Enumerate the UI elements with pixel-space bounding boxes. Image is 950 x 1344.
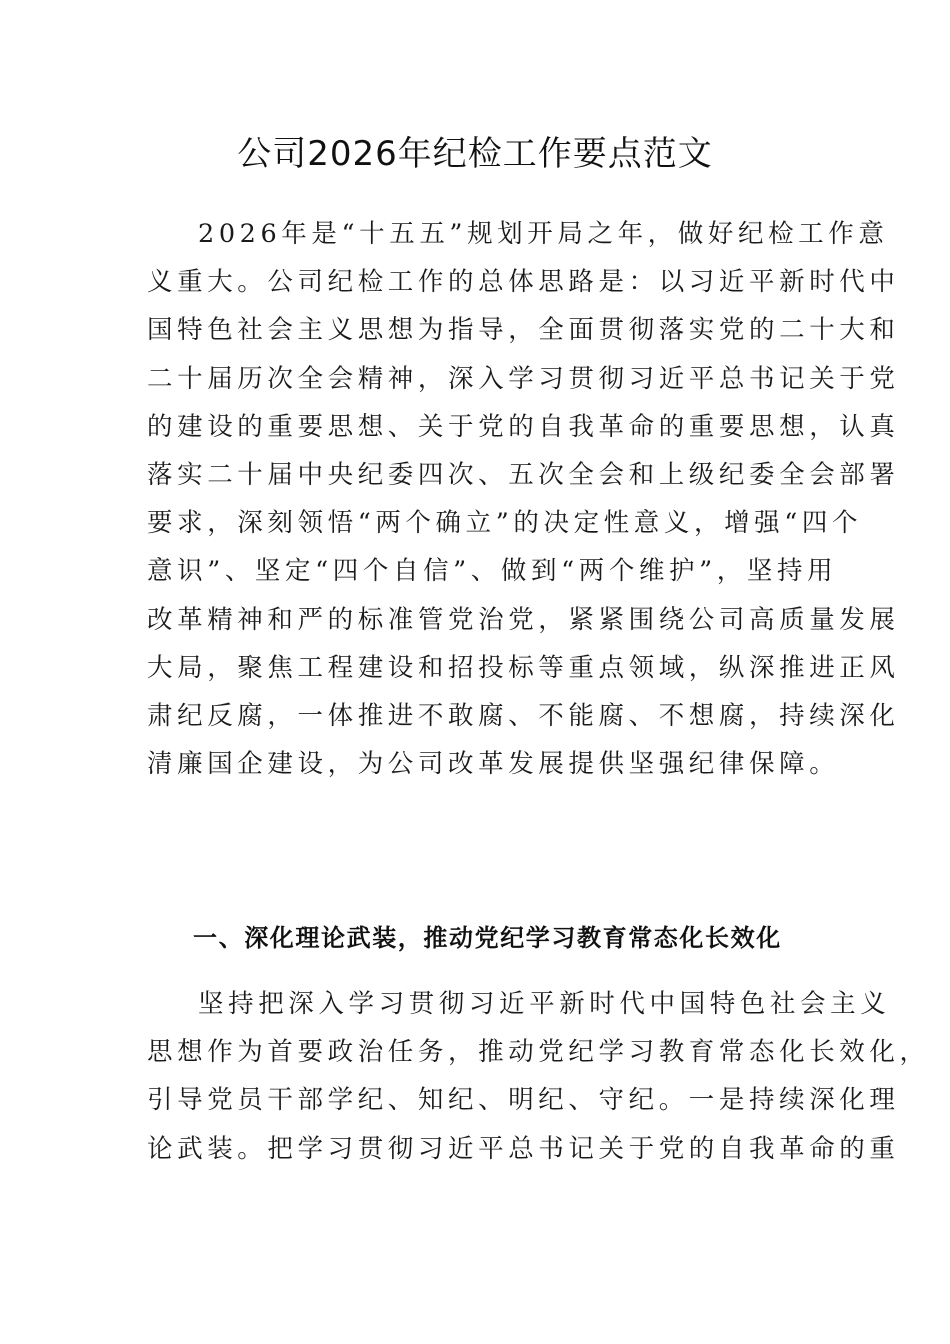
paragraph-line: 落实二十届中央纪委四次、五次全会和上级纪委全会部署	[147, 459, 900, 490]
document-title: 公司2026年纪检工作要点范文	[237, 134, 713, 174]
paragraph-line: 坚持把深入学习贯彻习近平新时代中国特色社会主义	[198, 989, 891, 1019]
paragraph-line: 意识”、坚定“四个自信”、做到“两个维护”，坚持用	[147, 556, 838, 587]
paragraph-line: 引导党员干部学纪、知纪、明纪、守纪。一是持续深化理	[147, 1085, 900, 1116]
paragraph-line: 论武装。把学习贯彻习近平总书记关于党的自我革命的重	[147, 1133, 900, 1164]
paragraph-line: 大局，聚焦工程建设和招投标等重点领域，纵深推进正风	[147, 652, 900, 683]
section-heading-1: 一、深化理论武装，推动党纪学习教育常态化长效化	[193, 924, 782, 952]
paragraph-line: 肃纪反腐，一体推进不敢腐、不能腐、不想腐，持续深化	[147, 700, 900, 731]
intro-paragraph	[147, 210, 900, 788]
paragraph-line: 清廉国企建设，为公司改革发展提供坚强纪律保障。	[147, 749, 840, 780]
paragraph-line: 要求，深刻领悟“两个确立”的决定性意义，增强“四个	[147, 508, 863, 539]
paragraph-line: 2026年是“十五五”规划开局之年，做好纪检工作意	[198, 219, 889, 249]
paragraph-line: 改革精神和严的标准管党治党，紧紧围绕公司高质量发展	[147, 604, 900, 635]
paragraph-line: 二十届历次全会精神，深入学习贯彻习近平总书记关于党	[147, 363, 900, 394]
paragraph-line: 国特色社会主义思想为指导，全面贯彻落实党的二十大和	[147, 315, 900, 346]
paragraph-line: 思想作为首要政治任务，推动党纪学习教育常态化长效化，	[147, 1037, 930, 1068]
paragraph-line: 义重大。公司纪检工作的总体思路是：以习近平新时代中	[147, 267, 900, 298]
section-1-paragraph	[147, 980, 930, 1173]
paragraph-line: 的建设的重要思想、关于党的自我革命的重要思想，认真	[147, 411, 900, 442]
